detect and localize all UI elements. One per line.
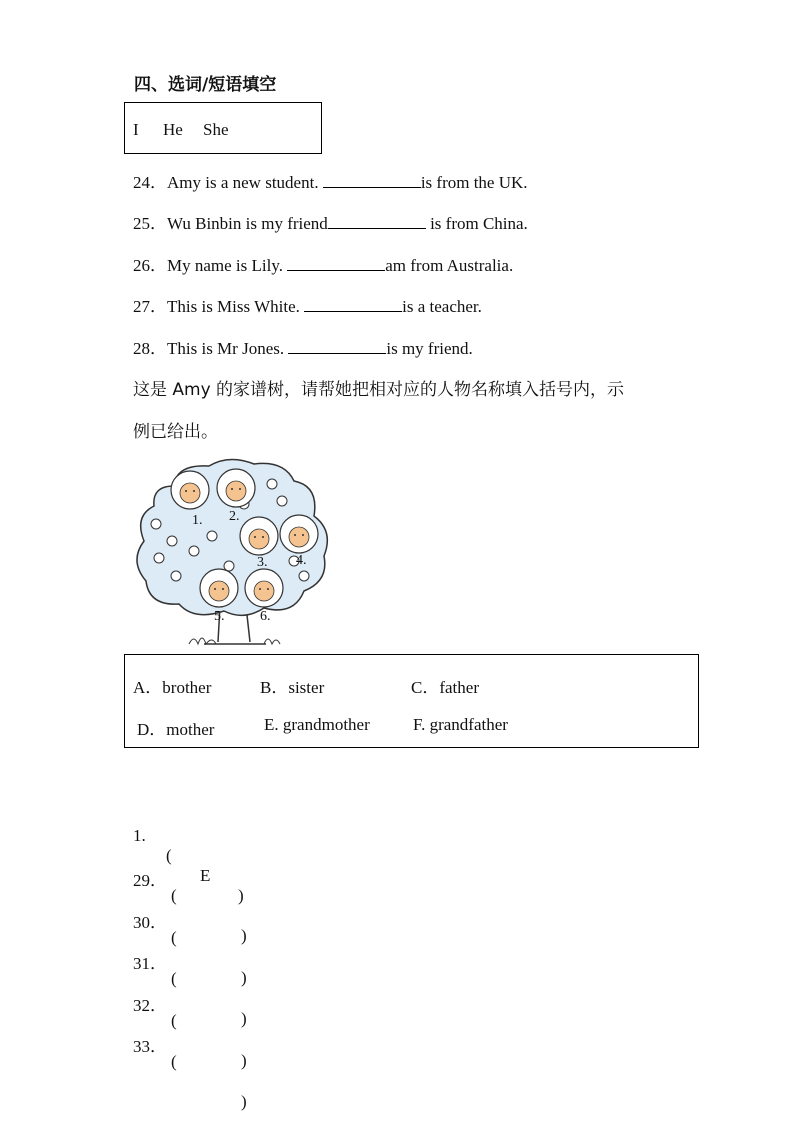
tree-label-1: 1.	[192, 513, 203, 528]
answer-value[interactable]: E	[200, 866, 211, 885]
answer-row-32: 32． ( )	[133, 971, 263, 993]
tree-label-4: 4.	[296, 553, 307, 568]
tree-label-5: 5.	[214, 609, 225, 624]
answer-number: 30．	[133, 913, 167, 932]
word-box	[124, 102, 322, 154]
question-text: This is Miss White.	[167, 297, 305, 316]
question-number: 27．	[133, 297, 167, 316]
question-text: Amy is a new student.	[167, 173, 323, 192]
answer-blank[interactable]	[328, 214, 426, 229]
answer-row-30: 30． ( )	[133, 888, 263, 910]
question-text: am from Australia.	[385, 256, 514, 275]
question-text: is from the UK.	[420, 173, 528, 192]
question-text: This is Mr Jones.	[167, 339, 289, 358]
question-25	[133, 209, 528, 234]
option-f: F. grandfather	[413, 715, 508, 734]
tree-label-3: 3.	[257, 555, 268, 570]
family-tree-illustration	[134, 456, 344, 648]
instruction-line-1: 这是 Amy 的家谱树，请帮她把相对应的人物名称填入括号内，示	[133, 380, 625, 400]
instruction-line-2: 例已给出。	[133, 422, 218, 442]
answer-row-1: 1. ( E )	[133, 826, 244, 905]
question-27	[133, 292, 482, 317]
question-text: is a teacher.	[402, 297, 482, 316]
option-d: D．mother	[137, 720, 215, 739]
answer-row-31: 31． ( )	[133, 929, 263, 951]
question-number: 26．	[133, 256, 167, 275]
answer-row-29: 29． ( )	[133, 846, 263, 868]
question-24	[133, 168, 528, 193]
word-option: I	[133, 120, 139, 139]
word-option: She	[203, 120, 229, 139]
word-option: He	[163, 120, 183, 139]
question-number: 28．	[133, 339, 167, 358]
question-number: 24．	[133, 173, 167, 192]
option-e: E. grandmother	[264, 715, 370, 734]
option-c: C．father	[411, 678, 479, 697]
answer-row-33: 33． ( )	[133, 1012, 263, 1034]
answer-number: 1.	[133, 826, 146, 845]
answer-blank[interactable]	[323, 173, 421, 188]
section-title: 四、选词/短语填空	[134, 75, 277, 95]
question-text: Wu Binbin is my friend	[167, 214, 328, 233]
answer-blank[interactable]	[304, 297, 402, 312]
answer-number: 33．	[133, 1037, 167, 1056]
question-number: 25．	[133, 214, 167, 233]
answer-number: 29．	[133, 871, 167, 890]
answer-blank[interactable]	[287, 256, 385, 271]
question-text: is my friend.	[386, 339, 473, 358]
question-text: is from China.	[425, 214, 528, 233]
question-28	[133, 334, 473, 359]
tree-label-2: 2.	[229, 509, 240, 524]
answer-number: 31．	[133, 954, 167, 973]
options-box	[124, 654, 699, 748]
answer-number: 32．	[133, 996, 167, 1015]
question-text: My name is Lily.	[167, 256, 288, 275]
option-b: B．sister	[260, 678, 325, 697]
question-26	[133, 251, 513, 276]
option-a: A．brother	[133, 678, 212, 697]
answer-blank[interactable]	[288, 339, 386, 354]
tree-label-6: 6.	[260, 609, 271, 624]
grass-icon	[189, 638, 280, 644]
